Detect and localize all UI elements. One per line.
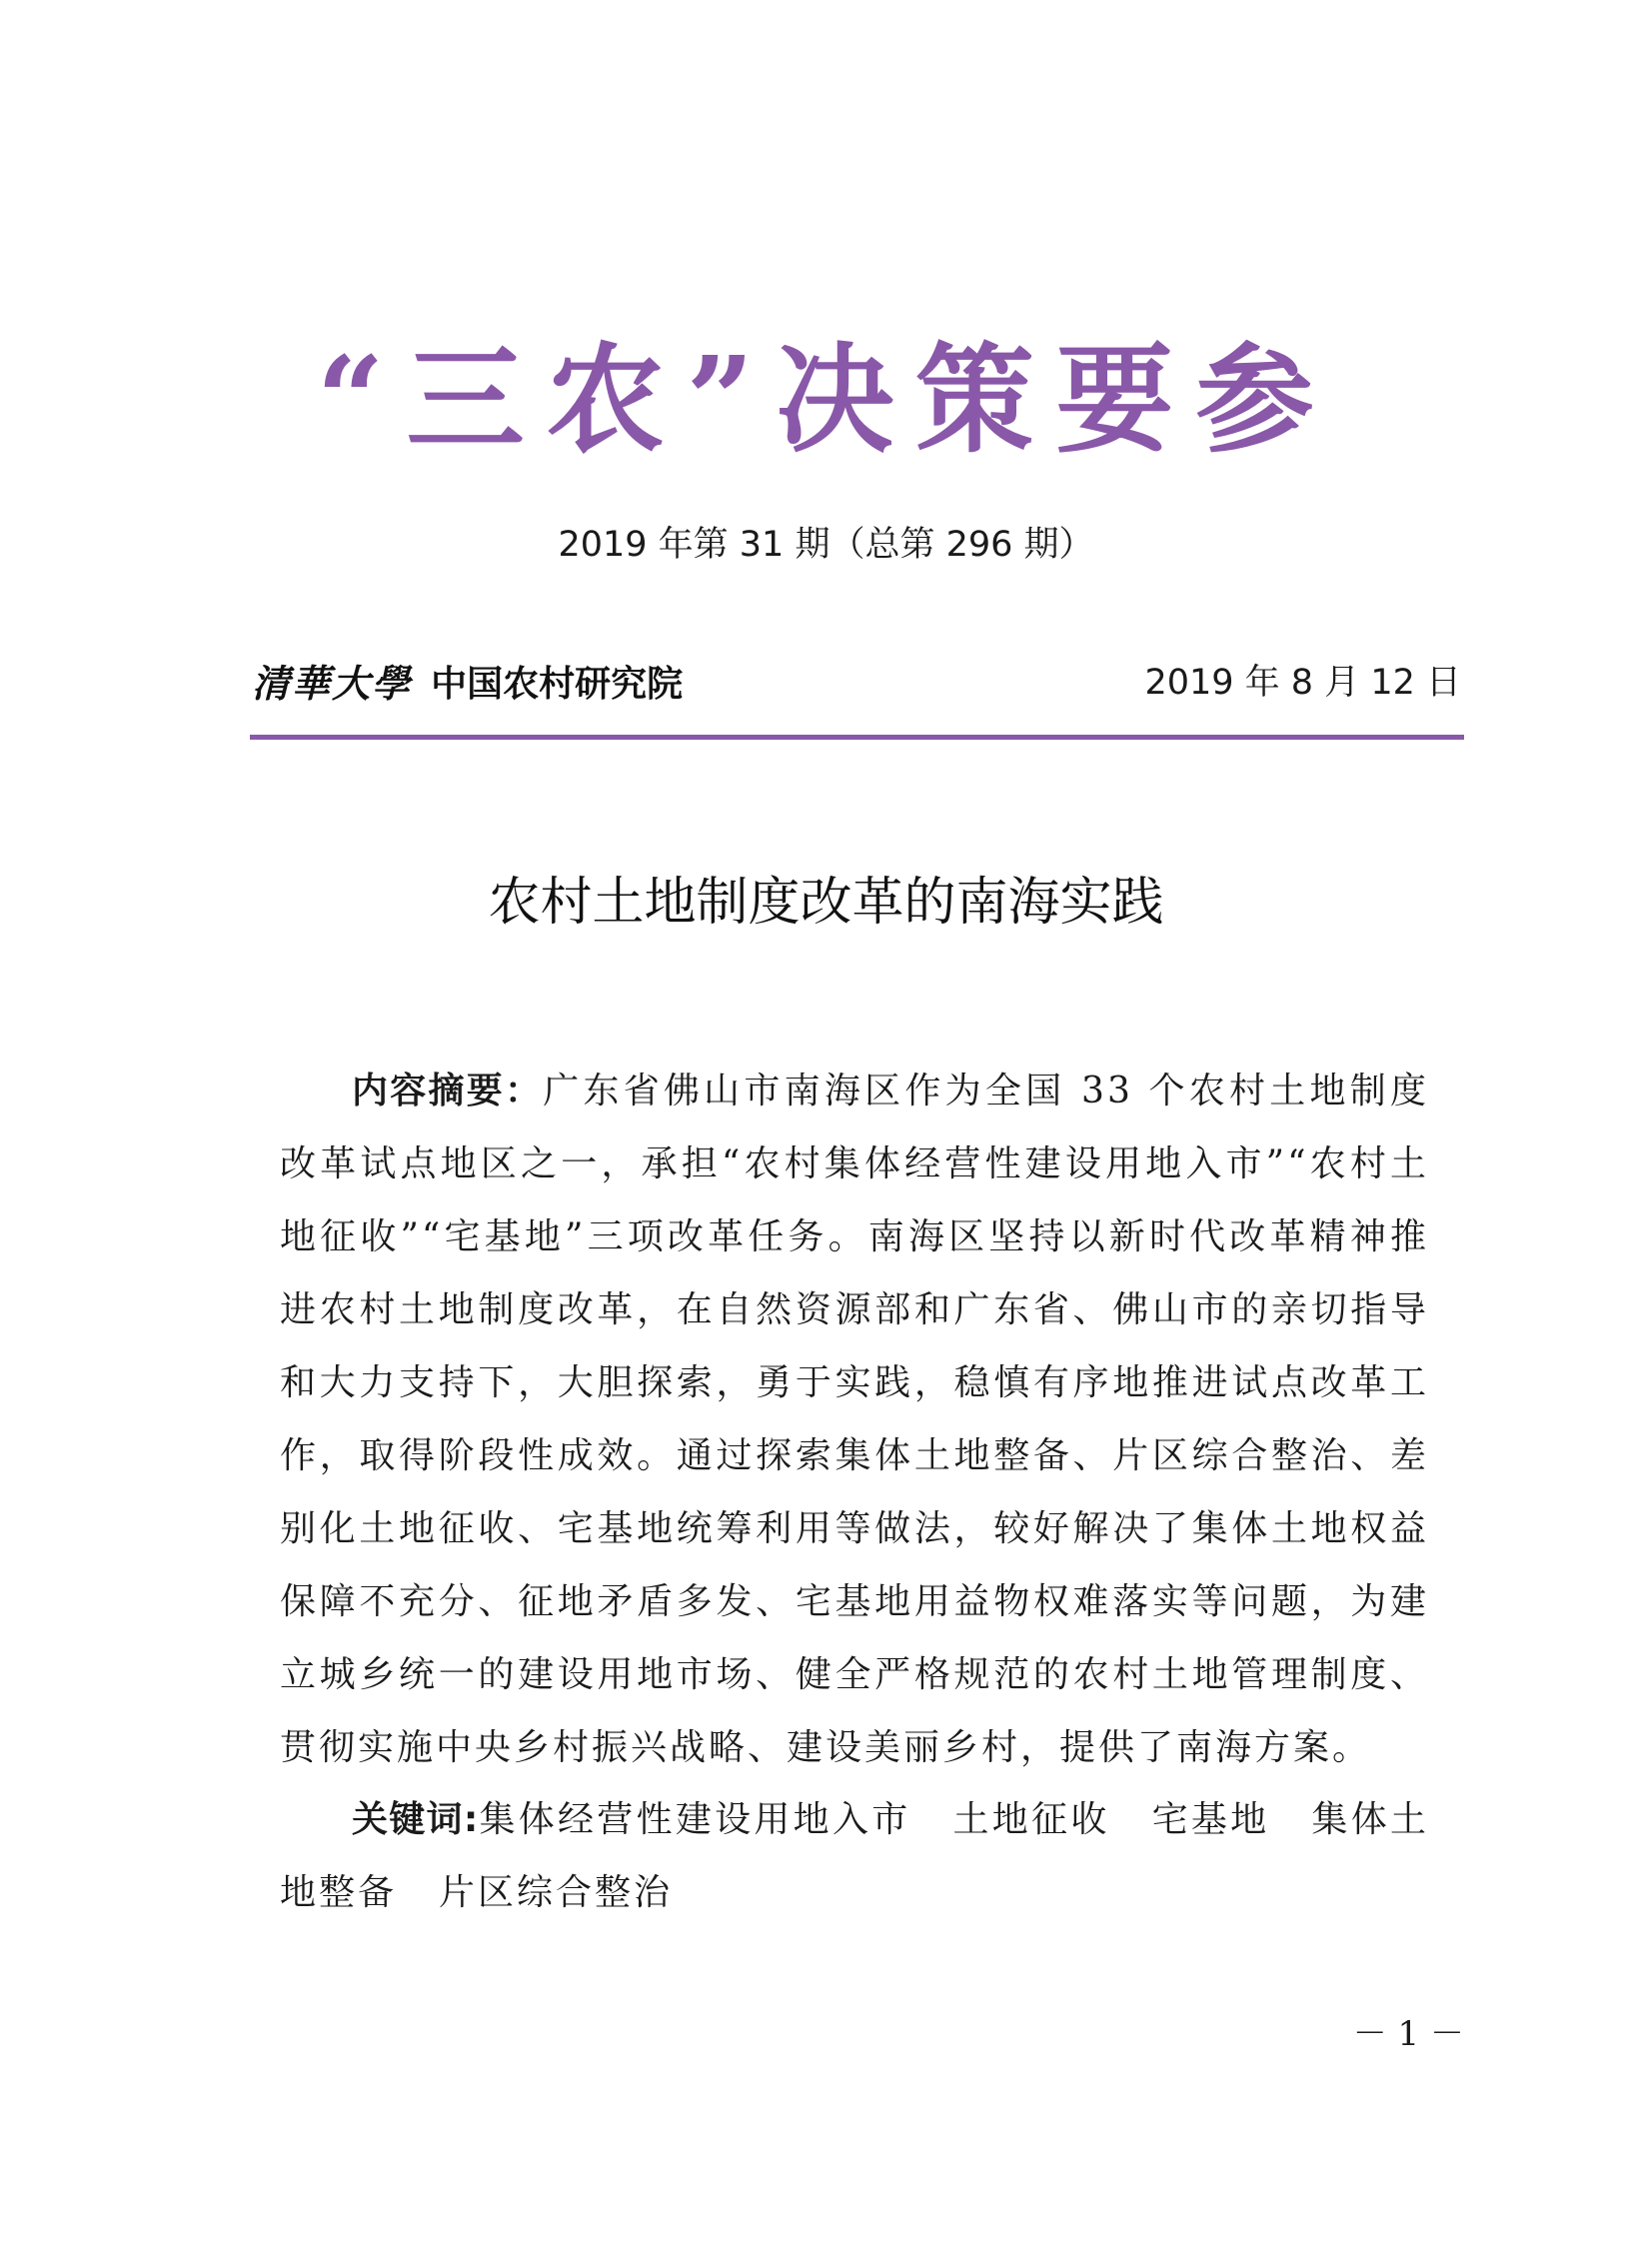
header-divider xyxy=(250,735,1464,740)
abstract-label: 内容摘要： xyxy=(352,1071,544,1112)
keyword-item: 土地征收 xyxy=(952,1799,1110,1840)
keywords-paragraph xyxy=(280,1783,1429,1929)
header-row xyxy=(252,655,1461,711)
keyword-item: 片区综合整治 xyxy=(439,1872,674,1913)
keywords-label: 关键词: xyxy=(352,1799,480,1840)
institute-name: 中国农村研究院 xyxy=(431,662,684,705)
masthead-title: “三农”决策要参 xyxy=(316,330,1336,469)
article-title: 农村土地制度改革的南海实践 xyxy=(488,873,1164,933)
keyword-item: 集体经营性建设用地入市 xyxy=(479,1799,911,1840)
keyword-item: 集体土地整备 xyxy=(280,1799,1429,1913)
publication-date: 2019 年 8 月 12 日 xyxy=(1144,663,1461,703)
abstract-text: 广东省佛山市南海区作为全国 33 个农村土地制度改革试点地区之一，承担“农村集体经营性建设用地入市”“农村土地征收”“宅基地”三项改革任务。南海区坚持以新时代改革精神推进农村土地制度改革，在自然资源部和广东省、佛山市的亲切指导和大力支持下，大胆探索，勇于实践，稳慎有序地推进试点改革工作，取得阶段性成效。通过探索集体土地整备、片区综合整治、差别化土地征收、宅基地统筹利用等做法，较好解决了集体土地权益保障不充分、征地矛盾多发、宅基地用益物权难落实等问题，为建立城乡统一的建设用地市场、健全严格规范的农村土地管理制度、贯彻实施中央乡村振兴战略、建设美丽乡村，提供了南海方案。 xyxy=(280,1071,1429,1768)
organization xyxy=(252,655,683,711)
university-logo: 清華大學 xyxy=(252,660,413,706)
abstract-paragraph xyxy=(280,1055,1429,1784)
page-number: － 1 － xyxy=(1352,2014,1464,2054)
keyword-item: 宅基地 xyxy=(1151,1799,1270,1840)
issue-number: 2019 年第 31 期（总第 296 期） xyxy=(558,525,1094,565)
